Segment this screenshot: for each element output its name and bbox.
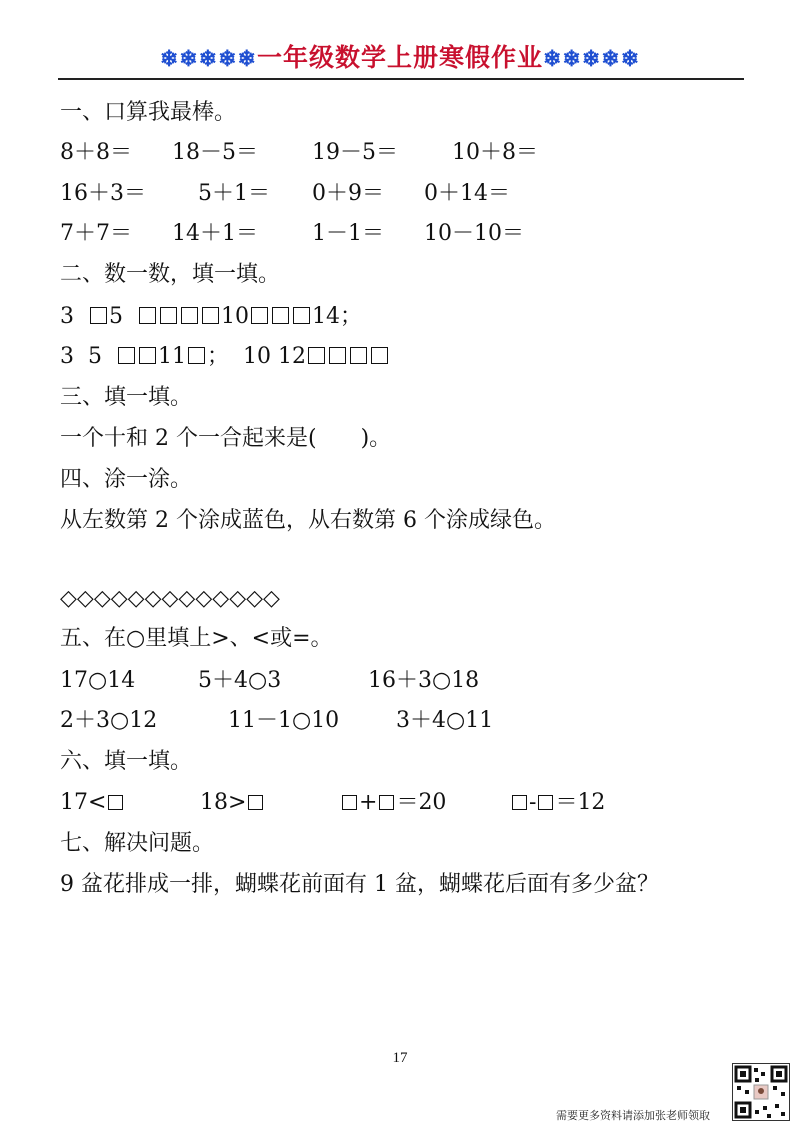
answer-box[interactable] — [272, 307, 289, 324]
title-text: 一年级数学上册寒假作业 — [256, 43, 543, 72]
diamond-row[interactable]: ◇◇◇◇◇◇◇◇◇◇◇◇◇ — [60, 586, 280, 611]
answer-box[interactable] — [350, 347, 367, 364]
fill-item — [510, 789, 605, 817]
fill-item — [340, 789, 446, 817]
problem: 10－10＝ — [424, 221, 524, 246]
answer-box[interactable] — [251, 307, 268, 324]
snowflake-icon: ❄❄❄❄❄ — [543, 46, 641, 72]
fill-item — [60, 789, 125, 817]
answer-box[interactable] — [329, 347, 346, 364]
seq-number: 10 12 — [243, 344, 306, 369]
problem: 18－5＝ — [172, 140, 258, 165]
qr-code-icon — [732, 1063, 790, 1121]
section-5-heading: 五、在○里填上>、<或=。 — [60, 626, 333, 651]
page-number: 17 — [392, 1050, 408, 1066]
problem: 16＋3＝ — [60, 181, 146, 206]
worksheet-title — [0, 38, 800, 74]
answer-box[interactable] — [342, 795, 357, 810]
seq-number: 3 — [60, 304, 74, 329]
coloring-instruction: 从左数第 2 个涂成蓝色，从右数第 6 个涂成绿色。 — [60, 508, 556, 533]
answer-box[interactable] — [139, 307, 156, 324]
answer-box[interactable] — [379, 795, 394, 810]
section-7-heading: 七、解决问题。 — [60, 831, 215, 856]
answer-box[interactable] — [248, 795, 263, 810]
answer-box[interactable] — [202, 307, 219, 324]
problem: 19－5＝ — [312, 140, 398, 165]
section-2-heading: 二、数一数，填一填。 — [60, 262, 281, 287]
compare-problem: 16＋3○18 — [368, 668, 480, 693]
answer-box[interactable] — [181, 307, 198, 324]
word-problem: 9 盆花排成一排，蝴蝶花前面有 1 盆，蝴蝶花后面有多少盆？ — [60, 872, 659, 897]
answer-box[interactable] — [118, 347, 135, 364]
answer-box[interactable] — [160, 307, 177, 324]
problem: 7＋7＝ — [60, 221, 132, 246]
footer-note: 需要更多资料请添加张老师领取 — [556, 1109, 710, 1122]
seq-number: 11 — [158, 344, 186, 369]
number-sequence-row — [60, 303, 362, 331]
answer-box[interactable] — [139, 347, 156, 364]
seq-number: 10 — [221, 304, 249, 329]
section-4-heading: 四、涂一涂。 — [60, 467, 193, 492]
problem: 5＋1＝ — [198, 181, 270, 206]
fill-text: 18> — [200, 790, 247, 815]
seq-number: 5 — [109, 304, 123, 329]
answer-box[interactable] — [308, 347, 325, 364]
answer-box[interactable] — [512, 795, 527, 810]
compare-problem: 3＋4○11 — [396, 708, 494, 733]
problem: 10＋8＝ — [452, 140, 538, 165]
problem: 1－1＝ — [312, 221, 384, 246]
header-divider — [58, 78, 744, 80]
fill-question: 一个十和 2 个一合起来是( )。 — [60, 426, 392, 451]
section-6-heading: 六、填一填。 — [60, 749, 193, 774]
fill-text: ＝12 — [555, 790, 606, 815]
answer-box[interactable] — [90, 307, 107, 324]
answer-box[interactable] — [371, 347, 388, 364]
fill-text: ＝20 — [396, 790, 447, 815]
fill-item — [200, 789, 265, 817]
fill-text: 17< — [60, 790, 107, 815]
answer-box[interactable] — [538, 795, 553, 810]
answer-box[interactable] — [188, 347, 205, 364]
compare-problem: 5＋4○3 — [198, 668, 282, 693]
seq-separator: ； — [207, 344, 230, 369]
answer-box[interactable] — [108, 795, 123, 810]
number-sequence-row — [60, 343, 390, 371]
seq-number: 5 — [88, 344, 102, 369]
seq-number: 3 — [60, 344, 74, 369]
compare-problem: 2＋3○12 — [60, 708, 158, 733]
problem: 0＋9＝ — [312, 181, 384, 206]
compare-problem: 11－1○10 — [228, 708, 340, 733]
snowflake-icon: ❄❄❄❄❄ — [159, 46, 257, 72]
seq-number: 14； — [312, 304, 362, 329]
fill-text: - — [529, 790, 537, 815]
problem: 8＋8＝ — [60, 140, 132, 165]
section-1-heading: 一、口算我最棒。 — [60, 100, 237, 125]
problem: 14＋1＝ — [172, 221, 258, 246]
fill-text: + — [359, 790, 378, 815]
compare-problem: 17○14 — [60, 668, 136, 693]
problem: 0＋14＝ — [424, 181, 510, 206]
section-3-heading: 三、填一填。 — [60, 385, 193, 410]
answer-box[interactable] — [293, 307, 310, 324]
